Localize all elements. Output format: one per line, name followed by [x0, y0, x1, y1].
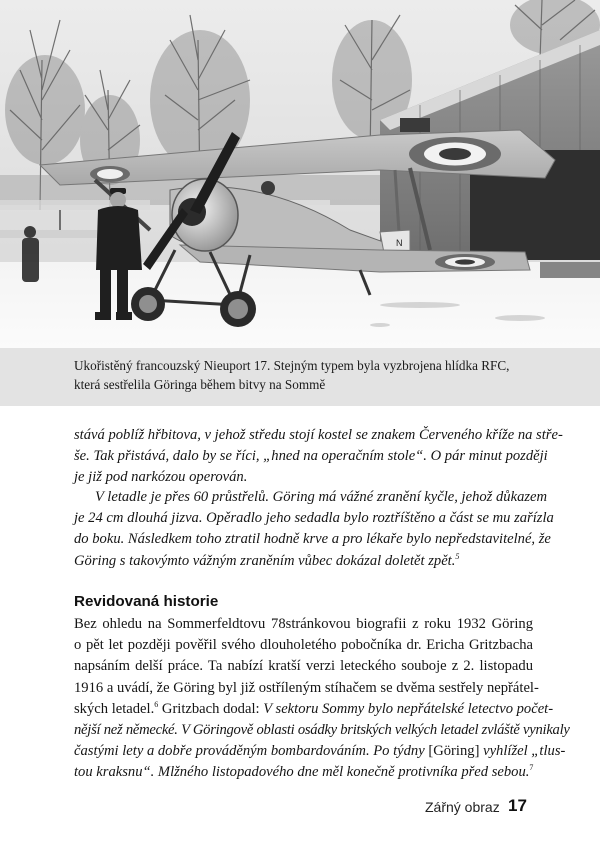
- text-segment: ských letadel.: [74, 700, 155, 717]
- text-line: [74, 741, 566, 762]
- text-line: še. Tak přistává, dalo by se říci, „hned na operačním stole“. O pár minut později: [74, 448, 548, 465]
- text-segment: [Göring]: [428, 743, 480, 760]
- text-line: V letadle je přes 60 průstřelů. Göring má vážné zranění kyčle, jehož důkazem: [95, 489, 548, 505]
- text-segment: Göring s takovýmto vážným zraněním vůbec dokázal doletět zpět.: [74, 552, 456, 569]
- aircraft-photo: [0, 0, 600, 348]
- text-line: 1916 a uvádí, že Göring byl již ostříleným stíhačem se dvěma sestřely nepřátel-: [74, 679, 539, 696]
- caption-line: která sestřelila Göringa během bitvy na Sommě: [74, 377, 326, 392]
- text-line: napsáním delší práce. Ta nabízí kratší verzi leteckého souboje z 2. listopadu: [74, 658, 533, 675]
- text-segment: častými lety a dobře prováděným bombardováním. Po týdny: [74, 743, 429, 760]
- text-line: [74, 551, 533, 572]
- text-line: je 24 cm dlouhá jizva. Opěradlo jeho sedadla bylo roztříštěno a část se mu zařízla: [74, 510, 554, 527]
- footnote-marker: 7: [529, 763, 534, 773]
- photo-caption: [74, 356, 574, 394]
- paragraph-injury: [74, 487, 554, 572]
- text-line: stává poblíž hřbitova, v jehož středu stojí kostel se znakem Červeného kříže na stře-: [74, 427, 563, 443]
- text-segment: vyhlížel „tlus-: [479, 743, 566, 760]
- page-number: 17: [508, 796, 527, 815]
- tail-marking: N: [396, 238, 403, 248]
- text-line: [74, 762, 533, 783]
- text-line: je již pod narkózou operován.: [74, 469, 248, 486]
- text-line: nější než německé. V Göringově oblasti osádky britských velkých letadel zvláště vynikaly: [74, 722, 570, 739]
- text-line: o pět let později pověřil svého dlouholetého pobočníka dr. Ericha Gritzbacha: [74, 637, 533, 654]
- text-line: Bez ohledu na Sommerfeldtovu 78stránkovou biografii z roku 1932 Göring: [74, 616, 533, 632]
- footnote-marker: 6: [154, 699, 159, 709]
- footnote-marker: 5: [455, 551, 460, 561]
- section-heading: Revidovaná historie: [74, 593, 219, 610]
- paragraph-continuation: [74, 425, 563, 489]
- paragraph-revised-history: [74, 614, 570, 784]
- running-footer-title: Zářný obraz: [425, 799, 500, 815]
- text-line: [74, 699, 554, 720]
- text-segment: Gritzbach dodal:: [158, 700, 264, 717]
- text-segment: V sektoru Sommy bylo nepřátelské letectvo počet-: [263, 700, 554, 717]
- text-line: do boku. Následkem toho ztratil hodně krve a pro lékaře bylo nepředstavitelné, že: [74, 531, 551, 548]
- caption-line: Ukořistěný francouzský Nieuport 17. Stejným typem byla vyzbrojena hlídka RFC,: [74, 358, 510, 373]
- text-segment: tou kraksnu“. Mlžného listopadového dne měl konečně protivníka před sebou.: [74, 764, 530, 781]
